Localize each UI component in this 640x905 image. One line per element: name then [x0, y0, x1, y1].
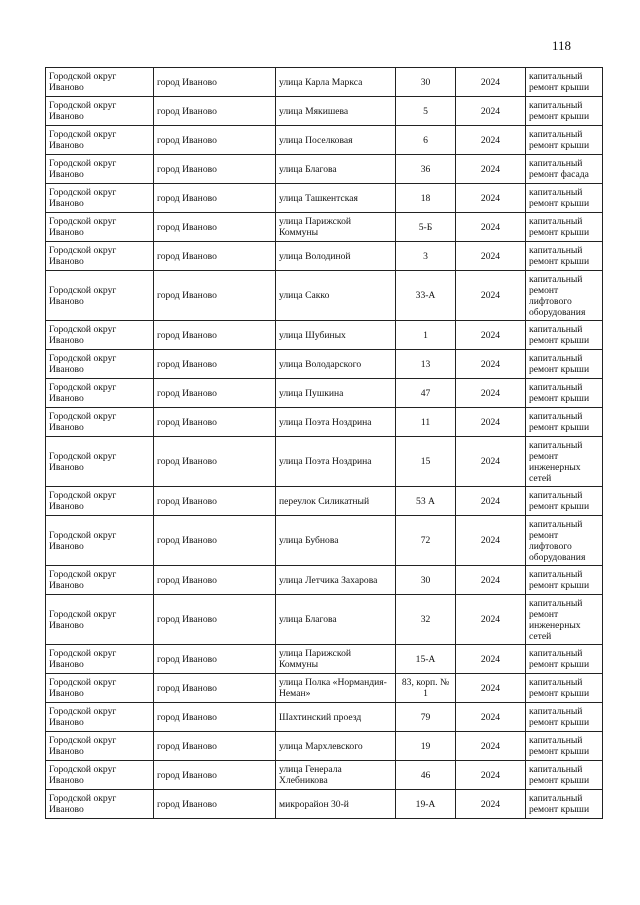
district-cell: Городской округ Иваново [46, 732, 154, 761]
table-row [46, 566, 603, 595]
street-cell: микрорайон 30-й [276, 790, 396, 819]
street-cell: улица Поселковая [276, 126, 396, 155]
table-body [46, 68, 603, 819]
year-cell: 2024 [456, 242, 526, 271]
house-number-cell: 3 [396, 242, 456, 271]
table-row [46, 242, 603, 271]
work-type-cell: капитальный ремонт крыши [526, 790, 603, 819]
house-number-cell: 5-Б [396, 213, 456, 242]
year-cell: 2024 [456, 761, 526, 790]
table-row [46, 732, 603, 761]
table-row [46, 350, 603, 379]
repair-schedule-table [45, 67, 603, 819]
street-cell: улица Сакко [276, 271, 396, 321]
city-cell: город Иваново [154, 68, 276, 97]
district-cell: Городской округ Иваново [46, 487, 154, 516]
city-cell: город Иваново [154, 566, 276, 595]
street-cell: улица Володарского [276, 350, 396, 379]
street-cell: улица Поэта Ноздрина [276, 408, 396, 437]
table-row [46, 321, 603, 350]
table-row [46, 437, 603, 487]
district-cell: Городской округ Иваново [46, 674, 154, 703]
work-type-cell: капитальный ремонт крыши [526, 408, 603, 437]
house-number-cell: 36 [396, 155, 456, 184]
table-row [46, 126, 603, 155]
city-cell: город Иваново [154, 487, 276, 516]
work-type-cell: капитальный ремонт лифтового оборудования [526, 271, 603, 321]
city-cell: город Иваново [154, 271, 276, 321]
city-cell: город Иваново [154, 126, 276, 155]
work-type-cell: капитальный ремонт крыши [526, 761, 603, 790]
city-cell: город Иваново [154, 516, 276, 566]
table-row [46, 68, 603, 97]
district-cell: Городской округ Иваново [46, 595, 154, 645]
city-cell: город Иваново [154, 408, 276, 437]
table-row [46, 674, 603, 703]
work-type-cell: капитальный ремонт крыши [526, 126, 603, 155]
street-cell: улица Шубиных [276, 321, 396, 350]
table-row [46, 271, 603, 321]
street-cell: улица Парижской Коммуны [276, 645, 396, 674]
street-cell: Шахтинский проезд [276, 703, 396, 732]
city-cell: город Иваново [154, 97, 276, 126]
work-type-cell: капитальный ремонт инженерных сетей [526, 595, 603, 645]
year-cell: 2024 [456, 566, 526, 595]
house-number-cell: 79 [396, 703, 456, 732]
district-cell: Городской округ Иваново [46, 379, 154, 408]
city-cell: город Иваново [154, 321, 276, 350]
table-row [46, 213, 603, 242]
street-cell: улица Летчика Захарова [276, 566, 396, 595]
district-cell: Городской округ Иваново [46, 790, 154, 819]
district-cell: Городской округ Иваново [46, 126, 154, 155]
house-number-cell: 11 [396, 408, 456, 437]
work-type-cell: капитальный ремонт крыши [526, 97, 603, 126]
city-cell: город Иваново [154, 184, 276, 213]
street-cell: улица Генерала Хлебникова [276, 761, 396, 790]
street-cell: улица Благова [276, 155, 396, 184]
district-cell: Городской округ Иваново [46, 213, 154, 242]
work-type-cell: капитальный ремонт крыши [526, 645, 603, 674]
district-cell: Городской округ Иваново [46, 350, 154, 379]
house-number-cell: 5 [396, 97, 456, 126]
work-type-cell: капитальный ремонт крыши [526, 68, 603, 97]
year-cell: 2024 [456, 595, 526, 645]
district-cell: Городской округ Иваново [46, 97, 154, 126]
work-type-cell: капитальный ремонт крыши [526, 321, 603, 350]
house-number-cell: 30 [396, 566, 456, 595]
district-cell: Городской округ Иваново [46, 703, 154, 732]
city-cell: город Иваново [154, 437, 276, 487]
year-cell: 2024 [456, 350, 526, 379]
district-cell: Городской округ Иваново [46, 184, 154, 213]
district-cell: Городской округ Иваново [46, 408, 154, 437]
street-cell: улица Поэта Ноздрина [276, 437, 396, 487]
street-cell: улица Полка «Нормандия-Неман» [276, 674, 396, 703]
work-type-cell: капитальный ремонт крыши [526, 703, 603, 732]
table-row [46, 761, 603, 790]
year-cell: 2024 [456, 437, 526, 487]
house-number-cell: 19-А [396, 790, 456, 819]
city-cell: город Иваново [154, 732, 276, 761]
table-row [46, 487, 603, 516]
year-cell: 2024 [456, 379, 526, 408]
house-number-cell: 18 [396, 184, 456, 213]
street-cell: улица Ташкентская [276, 184, 396, 213]
year-cell: 2024 [456, 487, 526, 516]
district-cell: Городской округ Иваново [46, 645, 154, 674]
work-type-cell: капитальный ремонт крыши [526, 350, 603, 379]
table-row [46, 184, 603, 213]
year-cell: 2024 [456, 732, 526, 761]
page-number: 118 [551, 38, 571, 53]
house-number-cell: 15 [396, 437, 456, 487]
house-number-cell: 53 А [396, 487, 456, 516]
street-cell: улица Мархлевского [276, 732, 396, 761]
district-cell: Городской округ Иваново [46, 68, 154, 97]
house-number-cell: 47 [396, 379, 456, 408]
street-cell: улица Бубнова [276, 516, 396, 566]
street-cell: улица Мякишева [276, 97, 396, 126]
year-cell: 2024 [456, 155, 526, 184]
street-cell: улица Парижской Коммуны [276, 213, 396, 242]
year-cell: 2024 [456, 790, 526, 819]
house-number-cell: 72 [396, 516, 456, 566]
year-cell: 2024 [456, 184, 526, 213]
city-cell: город Иваново [154, 379, 276, 408]
year-cell: 2024 [456, 68, 526, 97]
city-cell: город Иваново [154, 761, 276, 790]
year-cell: 2024 [456, 271, 526, 321]
work-type-cell: капитальный ремонт крыши [526, 184, 603, 213]
house-number-cell: 30 [396, 68, 456, 97]
table-row [46, 595, 603, 645]
year-cell: 2024 [456, 213, 526, 242]
street-cell: улица Пушкина [276, 379, 396, 408]
district-cell: Городской округ Иваново [46, 155, 154, 184]
work-type-cell: капитальный ремонт крыши [526, 566, 603, 595]
year-cell: 2024 [456, 126, 526, 155]
city-cell: город Иваново [154, 790, 276, 819]
city-cell: город Иваново [154, 703, 276, 732]
district-cell: Городской округ Иваново [46, 761, 154, 790]
city-cell: город Иваново [154, 674, 276, 703]
city-cell: город Иваново [154, 242, 276, 271]
district-cell: Городской округ Иваново [46, 437, 154, 487]
street-cell: улица Карла Маркса [276, 68, 396, 97]
district-cell: Городской округ Иваново [46, 242, 154, 271]
table-row [46, 790, 603, 819]
year-cell: 2024 [456, 516, 526, 566]
table-row [46, 645, 603, 674]
year-cell: 2024 [456, 97, 526, 126]
work-type-cell: капитальный ремонт крыши [526, 487, 603, 516]
work-type-cell: капитальный ремонт крыши [526, 674, 603, 703]
street-cell: улица Володиной [276, 242, 396, 271]
house-number-cell: 13 [396, 350, 456, 379]
city-cell: город Иваново [154, 213, 276, 242]
house-number-cell: 83, корп. № 1 [396, 674, 456, 703]
street-cell: улица Благова [276, 595, 396, 645]
city-cell: город Иваново [154, 350, 276, 379]
table-row [46, 408, 603, 437]
year-cell: 2024 [456, 703, 526, 732]
work-type-cell: капитальный ремонт инженерных сетей [526, 437, 603, 487]
year-cell: 2024 [456, 321, 526, 350]
work-type-cell: капитальный ремонт крыши [526, 379, 603, 408]
work-type-cell: капитальный ремонт крыши [526, 213, 603, 242]
district-cell: Городской округ Иваново [46, 321, 154, 350]
city-cell: город Иваново [154, 645, 276, 674]
table-row [46, 379, 603, 408]
house-number-cell: 32 [396, 595, 456, 645]
year-cell: 2024 [456, 645, 526, 674]
district-cell: Городской округ Иваново [46, 271, 154, 321]
district-cell: Городской округ Иваново [46, 516, 154, 566]
house-number-cell: 1 [396, 321, 456, 350]
table-row [46, 516, 603, 566]
work-type-cell: капитальный ремонт лифтового оборудования [526, 516, 603, 566]
table-row [46, 703, 603, 732]
house-number-cell: 6 [396, 126, 456, 155]
city-cell: город Иваново [154, 595, 276, 645]
house-number-cell: 33-А [396, 271, 456, 321]
year-cell: 2024 [456, 674, 526, 703]
work-type-cell: капитальный ремонт крыши [526, 732, 603, 761]
work-type-cell: капитальный ремонт крыши [526, 242, 603, 271]
house-number-cell: 15-А [396, 645, 456, 674]
street-cell: переулок Силикатный [276, 487, 396, 516]
table-row [46, 97, 603, 126]
table-row [46, 155, 603, 184]
city-cell: город Иваново [154, 155, 276, 184]
house-number-cell: 19 [396, 732, 456, 761]
work-type-cell: капитальный ремонт фасада [526, 155, 603, 184]
district-cell: Городской округ Иваново [46, 566, 154, 595]
house-number-cell: 46 [396, 761, 456, 790]
year-cell: 2024 [456, 408, 526, 437]
